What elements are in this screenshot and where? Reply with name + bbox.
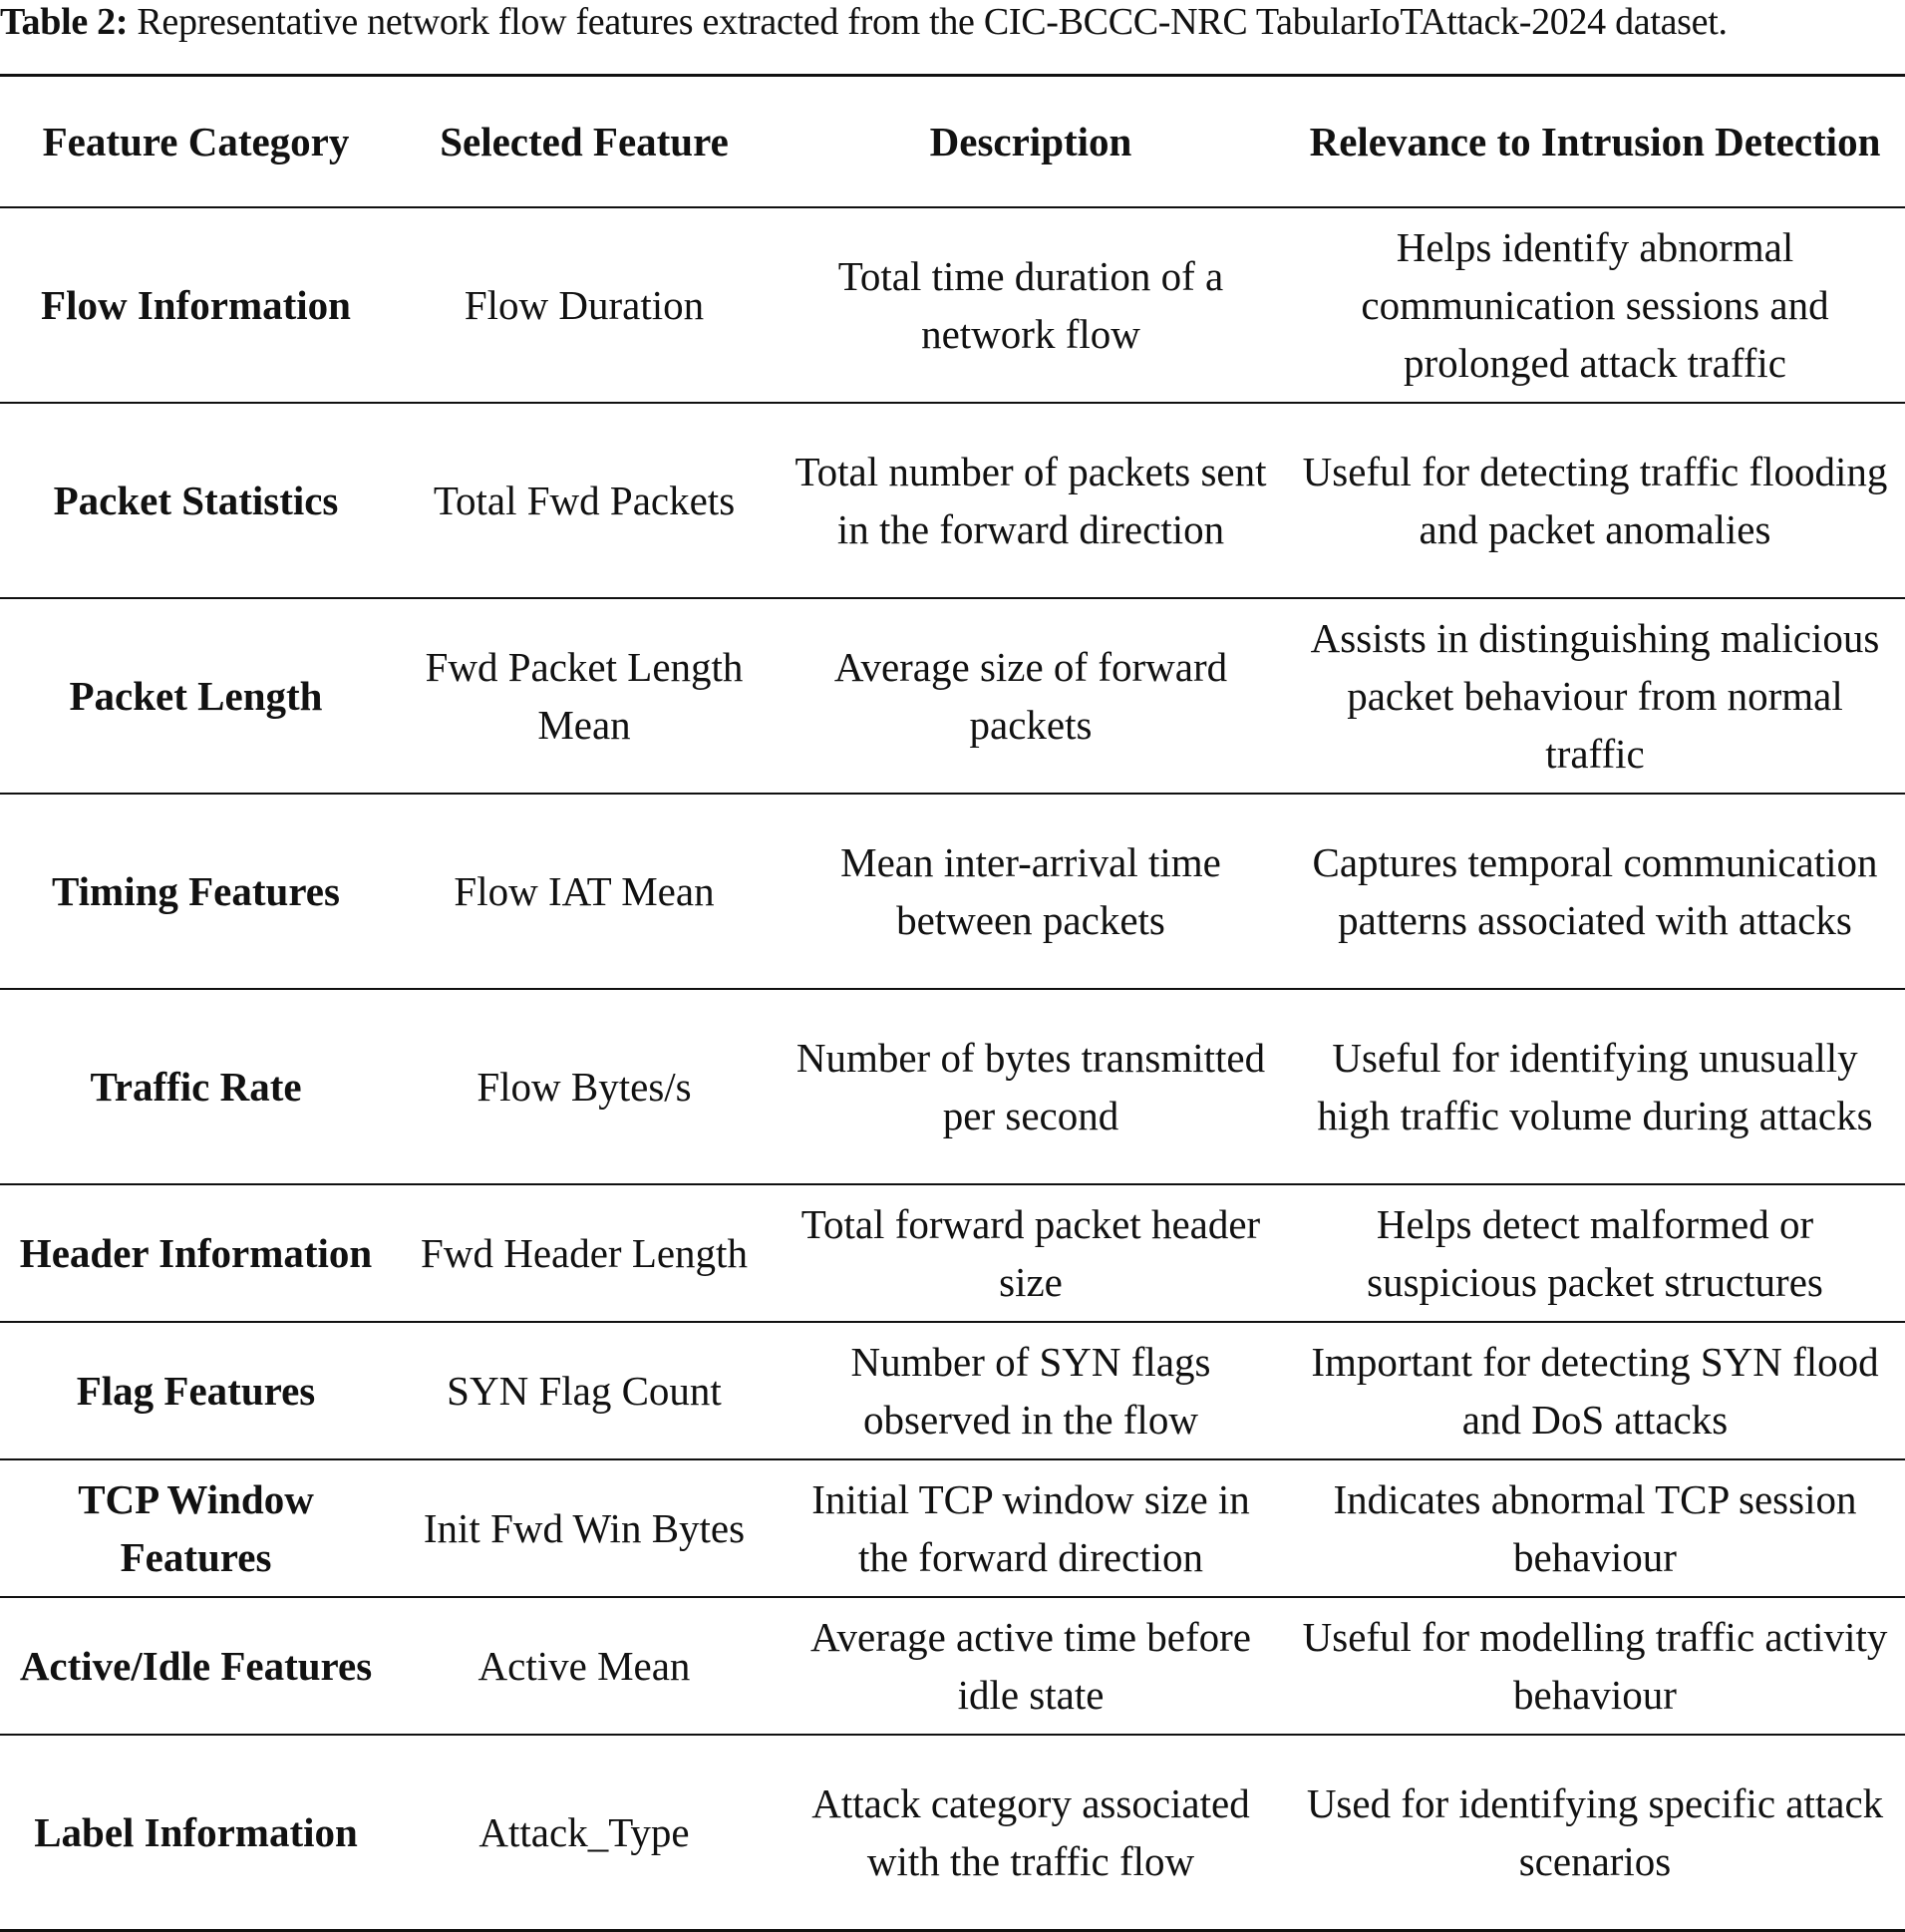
cell-feature: Flow Duration [392,207,777,403]
cell-relevance: Helps detect malformed or suspicious packet structures [1285,1184,1905,1322]
cell-feature: Flow IAT Mean [392,794,777,989]
table-row [0,1459,1905,1597]
cell-category: Timing Features [0,794,392,989]
cell-relevance: Useful for detecting traffic flooding and packet anomalies [1285,403,1905,598]
table-row [0,1184,1905,1322]
cell-feature: Attack_Type [392,1735,777,1931]
feature-table [0,74,1905,1932]
cell-relevance: Assists in distinguishing malicious packet behaviour from normal traffic [1285,598,1905,794]
cell-feature: Total Fwd Packets [392,403,777,598]
table-row [0,403,1905,598]
cell-description: Initial TCP window size in the forward direction [777,1459,1285,1597]
caption-label: Table 2: [0,1,129,43]
cell-description: Total time duration of a network flow [777,207,1285,403]
cell-category: Header Information [0,1184,392,1322]
cell-relevance: Used for identifying specific attack scenarios [1285,1735,1905,1931]
cell-description: Total number of packets sent in the forward direction [777,403,1285,598]
table-caption [0,0,1905,44]
cell-description: Number of bytes transmitted per second [777,989,1285,1184]
table-header-row [0,76,1905,208]
cell-relevance: Helps identify abnormal communication sessions and prolonged attack traffic [1285,207,1905,403]
table-row [0,989,1905,1184]
header-relevance: Relevance to Intrusion Detection [1285,76,1905,208]
table-row [0,1735,1905,1931]
cell-category: Flag Features [0,1322,392,1459]
cell-description: Attack category associated with the traffic flow [777,1735,1285,1931]
header-description: Description [777,76,1285,208]
cell-category: Label Information [0,1735,392,1931]
cell-feature: Fwd Packet Length Mean [392,598,777,794]
header-feature-category: Feature Category [0,76,392,208]
cell-relevance: Important for detecting SYN flood and DoS attacks [1285,1322,1905,1459]
cell-category: Traffic Rate [0,989,392,1184]
cell-relevance: Useful for modelling traffic activity behaviour [1285,1597,1905,1735]
cell-description: Mean inter-arrival time between packets [777,794,1285,989]
cell-category: TCP Window Features [0,1459,392,1597]
header-selected-feature: Selected Feature [392,76,777,208]
table-row [0,207,1905,403]
cell-feature: Init Fwd Win Bytes [392,1459,777,1597]
table-row [0,1597,1905,1735]
caption-text: Representative network flow features extracted from the CIC-BCCC-NRC TabularIoTAttack-2024 dataset. [137,1,1728,43]
table-row [0,1322,1905,1459]
cell-feature: Active Mean [392,1597,777,1735]
cell-category: Packet Statistics [0,403,392,598]
cell-feature: Fwd Header Length [392,1184,777,1322]
table-row [0,598,1905,794]
cell-description: Average size of forward packets [777,598,1285,794]
cell-description: Number of SYN flags observed in the flow [777,1322,1285,1459]
cell-relevance: Captures temporal communication patterns associated with attacks [1285,794,1905,989]
cell-description: Average active time before idle state [777,1597,1285,1735]
cell-relevance: Useful for identifying unusually high traffic volume during attacks [1285,989,1905,1184]
cell-feature: SYN Flag Count [392,1322,777,1459]
cell-relevance: Indicates abnormal TCP session behaviour [1285,1459,1905,1597]
table-row [0,794,1905,989]
cell-description: Total forward packet header size [777,1184,1285,1322]
cell-feature: Flow Bytes/s [392,989,777,1184]
cell-category: Flow Information [0,207,392,403]
cell-category: Packet Length [0,598,392,794]
cell-category: Active/Idle Features [0,1597,392,1735]
